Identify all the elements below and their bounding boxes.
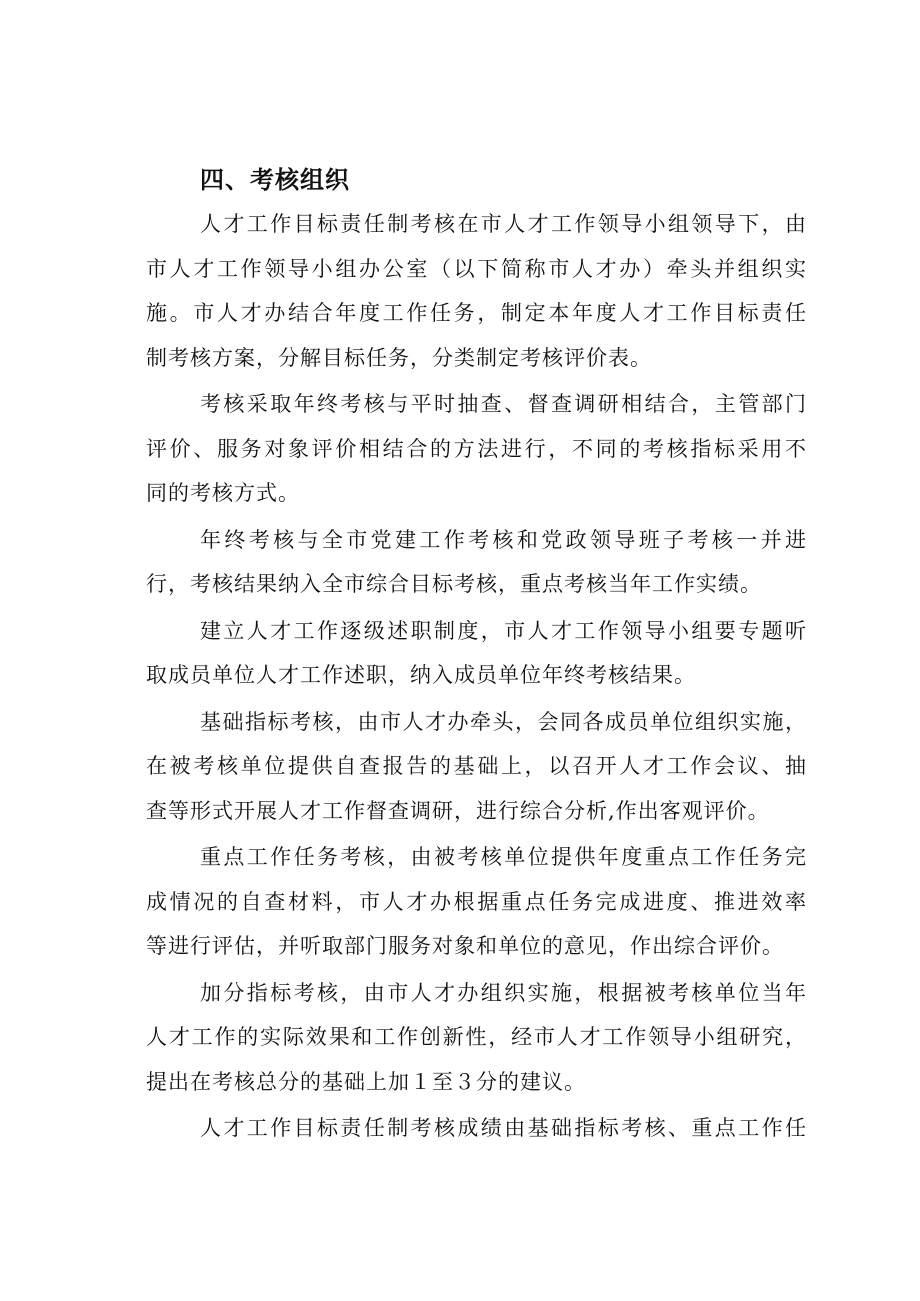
paragraph-line: 同的考核方式。 xyxy=(146,481,300,505)
paragraph-line: 考核采取年终考核与平时抽查、督查调研相结合，主管部门 xyxy=(200,392,806,416)
section-heading: 四、考核组织 xyxy=(200,166,350,194)
paragraph-line: 基础指标考核，由市人才办牵头，会同各成员单位组织实施， xyxy=(200,709,806,734)
paragraph-line: 在被考核单位提供自查报告的基础上，以召开人才工作会议、抽 xyxy=(146,754,806,778)
document-body xyxy=(146,160,806,1151)
paragraph-bonus-indicators xyxy=(146,971,806,1105)
paragraph-line: 评价、服务对象评价相结合的方法进行，不同的考核指标采用不 xyxy=(146,436,806,461)
paragraph-line: 施。市人才办结合年度工作任务，制定本年度人才工作目标责任 xyxy=(146,301,806,325)
paragraph-annual-review xyxy=(146,518,806,607)
paragraph-line: 行，考核结果纳入全市综合目标考核，重点考核当年工作实绩。 xyxy=(146,572,762,596)
paragraph-line: 加分指标考核，由市人才办组织实施，根据被考核单位当年 xyxy=(200,980,806,1005)
paragraph-key-tasks xyxy=(146,835,806,969)
paragraph-methods xyxy=(146,382,806,516)
paragraph-line: 年终考核与全市党建工作考核和党政领导班子考核一并进 xyxy=(200,527,806,552)
paragraph-scoring xyxy=(146,1106,806,1151)
paragraph-line: 成情况的自查材料，市人才办根据重点任务完成进度、推进效率 xyxy=(146,889,806,914)
paragraph-line: 制考核方案，分解目标任务，分类制定考核评价表。 xyxy=(146,345,652,370)
paragraph-line: 市人才工作领导小组办公室（以下简称市人才办）牵头并组织实 xyxy=(146,256,806,281)
paragraph-line: 等进行评估，并听取部门服务对象和单位的意见，作出综合评价。 xyxy=(146,934,784,958)
paragraph-organization xyxy=(146,202,806,380)
paragraph-line: 建立人才工作逐级述职制度，市人才工作领导小组要专题听 xyxy=(200,618,806,643)
paragraph-line: 人才工作目标责任制考核成绩由基础指标考核、重点工作任 xyxy=(200,1116,806,1140)
paragraph-line: 提出在考核总分的基础上加１至３分的建议。 xyxy=(146,1069,586,1094)
paragraph-line: 人才工作目标责任制考核在市人才工作领导小组领导下，由 xyxy=(200,212,806,236)
paragraph-line: 重点工作任务考核，由被考核单位提供年度重点工作任务完 xyxy=(200,845,806,869)
paragraph-reporting xyxy=(146,609,806,698)
paragraph-line: 人才工作的实际效果和工作创新性，经市人才工作领导小组研究， xyxy=(146,1025,806,1049)
paragraph-basic-indicators xyxy=(146,700,806,834)
paragraph-line: 取成员单位人才工作述职，纳入成员单位年终考核结果。 xyxy=(146,663,696,687)
paragraph-line: 查等形式开展人才工作督查调研，进行综合分析,作出客观评价。 xyxy=(146,798,770,823)
